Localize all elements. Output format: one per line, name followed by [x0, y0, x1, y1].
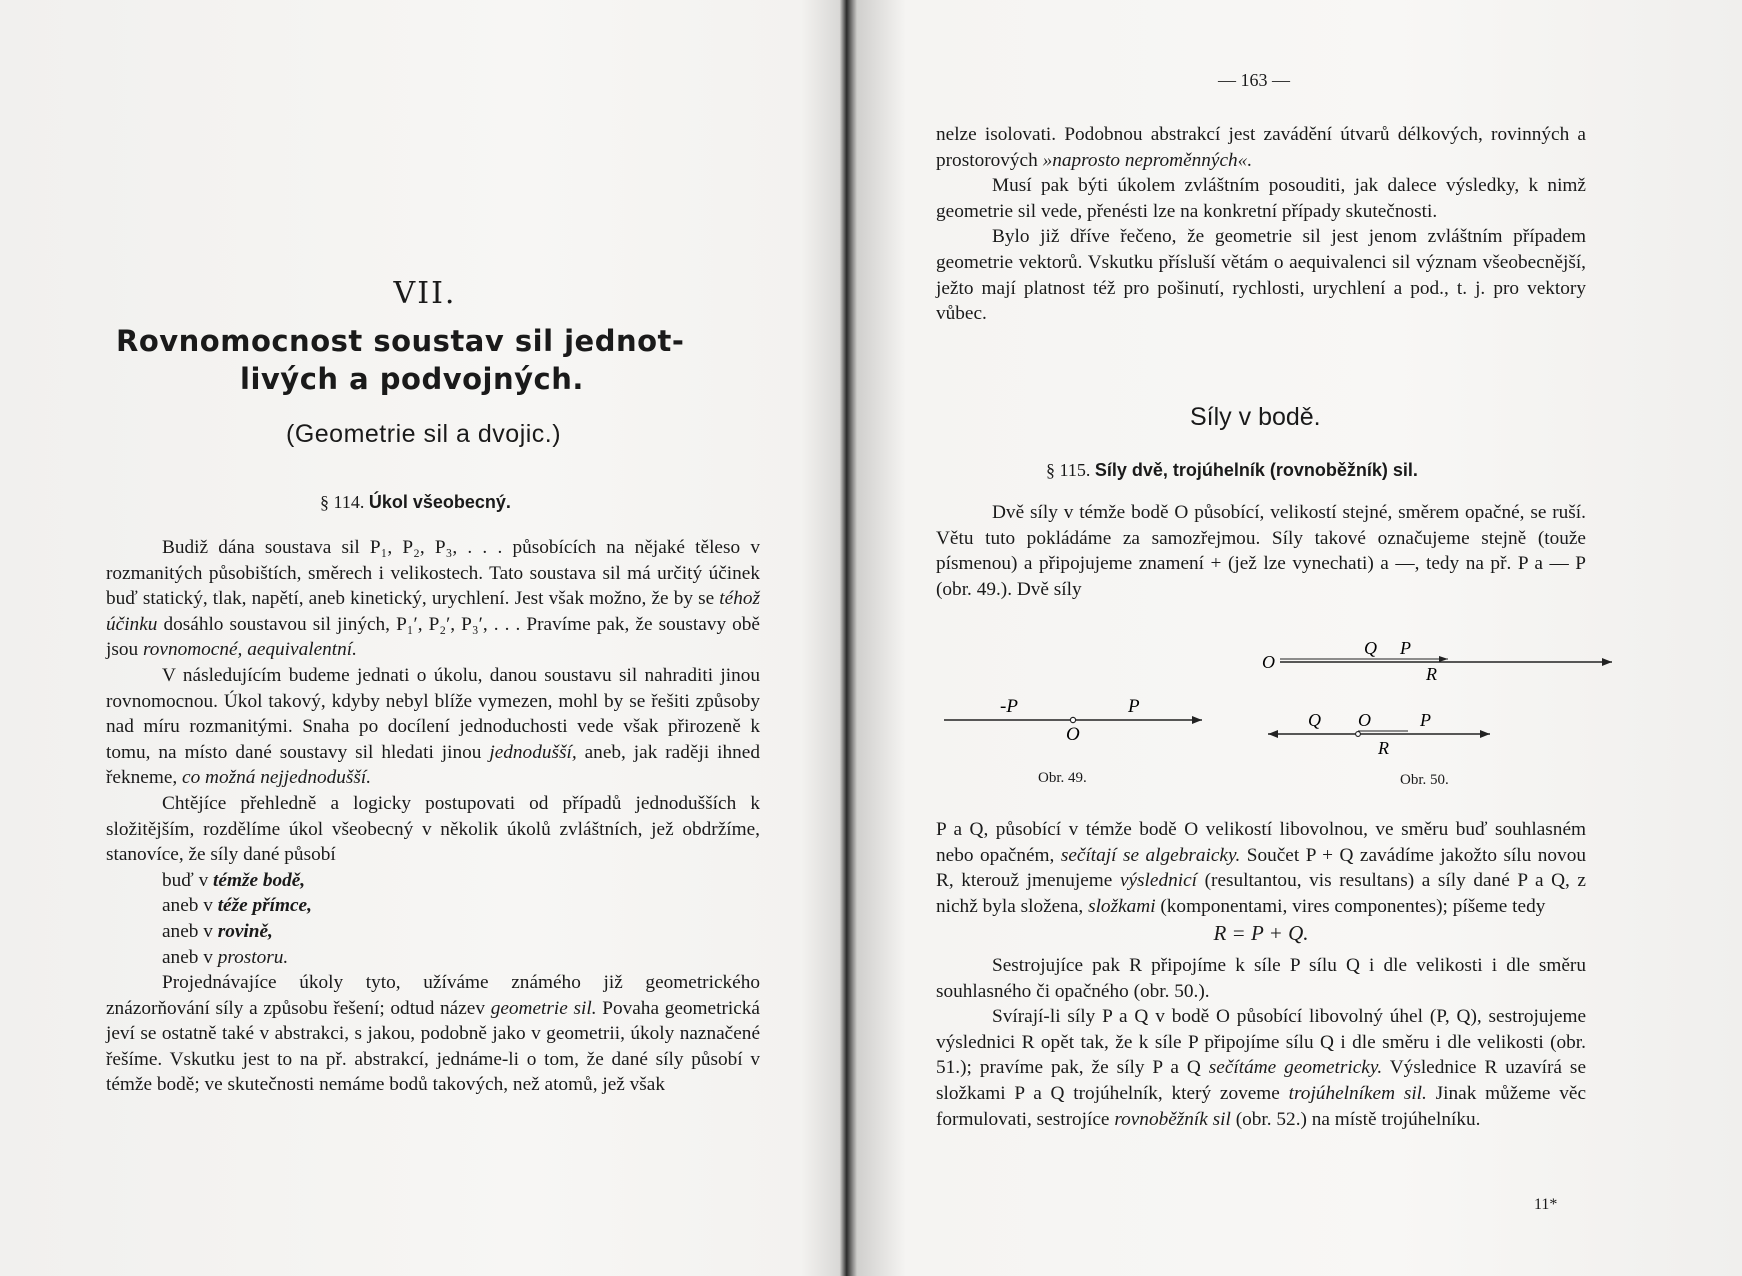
caption-49: Obr. 49.: [1038, 770, 1087, 786]
left-body-text: [106, 535, 760, 1098]
label-o: O: [1066, 724, 1080, 745]
paragraph: Projednávajíce úkoly tyto, užíváme známého již geometrického znázorňování síly a způsobu řešení; odtud název geometrie sil. Povaha geometrická jeví se ostatně také v abstrakci, s jakou, podobně jako v geometrii, úkoly naznačené řešíme. Vskutku jest to na př. abstrakcí, jednáme-li o tom, že dané síly působí v témže bodě; ve skutečnosti nemáme bodů takových, než atomů, jež však: [106, 972, 760, 1096]
label-neg-p: -P: [1000, 696, 1018, 717]
list-item: aneb v téže přímce,: [162, 895, 312, 917]
signature-mark: 11*: [1534, 1196, 1558, 1213]
list-item: buď v témže bodě,: [162, 869, 306, 891]
paragraph: Sestrojujíce pak R připojíme k síle P sílu Q i dle velikosti i dle směru souhlasného či opačného (obr. 50.).: [936, 954, 1586, 1002]
paragraph: P a Q, působící v témže bodě O velikostí libovolnou, ve směru buď souhlasném nebo opačném, sečítají se algebraicky. Součet P + Q zavádíme jakožto sílu novou R, kterouž jmenujeme výslednicí (resultantou, vis resultans) a síly dané P a Q, z nichž byla složena, složkami (komponentami, vires componentes); píšeme tedy: [936, 819, 1586, 917]
label-o: O: [1262, 652, 1275, 672]
paragraph: Chtějíce přehledně a logicky postupovati od případů jednodušších k složitějším, rozdělíme úkol všeobecný v několik úkolů zvláštních, jež obdržíme, stanovíce, že síly dané působí: [106, 792, 760, 866]
figure-50-diagram: [1260, 630, 1620, 760]
right-body-text-top: [936, 122, 1586, 327]
chapter-subtitle: (Geometrie sil a dvojic.): [286, 420, 562, 448]
paragraph: Musí pak býti úkolem zvláštním posouditi, jak dalece výsledky, k nimž geometrie sil vede, přenésti lze na konkretní případy skutečnosti.: [936, 175, 1586, 222]
arrowhead: [1439, 656, 1448, 662]
label-r: R: [1426, 664, 1437, 684]
point-o: [1070, 717, 1075, 722]
label-q: Q: [1364, 638, 1377, 658]
figure-49: [940, 690, 1210, 750]
formula: R = P + Q.: [1213, 921, 1309, 946]
arrowhead: [1602, 658, 1612, 666]
section-number: § 114.: [320, 492, 365, 512]
paragraph: Budiž dána soustava sil P₁, P₂, P₃, . . . působících na nějaké těleso v rozmanitých působištích, směrech i velikostech. Tato soustava sil má určitý účinek buď statický, tlak, napětí, aneb kinetický, urychlení. Jest však možno, že by se téhož účinku dosáhlo soustavou sil jiných, P₁′, P₂′, P₃′, . . . Pravíme pak, že soustavy obě jsou rovnomocné, aequivalentní.: [106, 537, 760, 661]
arrowhead-left: [1268, 730, 1278, 738]
chapter-number: VII.: [393, 276, 457, 311]
arrowhead-right: [1192, 716, 1202, 724]
list-item: aneb v prostoru.: [162, 946, 289, 968]
label-r: R: [1378, 738, 1389, 758]
left-page: [0, 0, 838, 1276]
paragraph: nelze isolovati. Podobnou abstrakcí jest zavádění útvarů délkových, rovinných a prostorových »naprosto neproměnných«.: [936, 124, 1586, 171]
section-title: Úkol všeobecný.: [368, 492, 511, 512]
label-q: Q: [1308, 710, 1321, 730]
chapter-title-line-1: Rovnomocnost soustav sil jednot-: [116, 324, 685, 358]
label-o: O: [1358, 710, 1371, 730]
section-heading-114: [320, 492, 511, 513]
list-item: aneb v rovině,: [162, 920, 273, 942]
chapter-title: [116, 322, 756, 398]
paragraph: Svírají-li síly P a Q v bodě O působící libovolný úhel (P, Q), sestrojujeme výslednici R opět tak, že k síle P připojíme sílu Q i dle směru i dle velikosti (obr. 51.); pravíme pak, že síly P a Q sečítáme geometricky. Výslednice R uzavírá se složkami P a Q trojúhelník, který zoveme trojúhelníkem sil. Jinak můžeme věc formulovati, sestrojíce rovnoběžník sil (obr. 52.) na místě trojúhelníku.: [936, 1006, 1587, 1130]
caption-50: Obr. 50.: [1400, 772, 1449, 788]
figure-49-diagram: [940, 690, 1210, 750]
label-p: P: [1400, 638, 1411, 658]
label-p: P: [1128, 696, 1140, 717]
figure-50: [1260, 630, 1620, 760]
arrowhead-right: [1480, 730, 1490, 738]
section-number: § 115.: [1046, 460, 1091, 480]
label-p: P: [1420, 710, 1431, 730]
subheading-sily-v-bode: Síly v bodě.: [1190, 403, 1321, 431]
page-number: — 163 —: [1218, 70, 1290, 90]
paragraph: Bylo již dříve řečeno, že geometrie sil jest jenom zvláštním případem geometrie vektorů. Vskutku přísluší větám o aequivalenci sil význam všeobecnější, ježto mají platnost též pro pošinutí, rychlosti, urychlení a pod., t. j. pro vektory vůbec.: [936, 226, 1586, 325]
paragraph: Dvě síly v témže bodě O působící, velikostí stejné, směrem opačné, se ruší. Větu tuto pokládáme za samozřejmou. Síly takové označujeme stejně (touže písmenou) a připojujeme znamení + (jež lze vynechati) a —, tedy na př. P a — P (obr. 49.). Dvě síly: [936, 502, 1586, 600]
paragraph: V následujícím budeme jednati o úkolu, danou soustavu sil nahraditi jinou rovnomocnou. Úkol takový, kdyby nebyl blíže vymezen, mohl by se řešiti způsoby nad míru rozmanitými. Snaha po docílení jednoduchosti vede však přirozeně k tomu, na místo dané soustavy sil hledati jinou jednodušší, aneb, jak raději ihned řekneme, co možná nejjednodušší.: [106, 664, 760, 789]
chapter-title-line-2: livých a podvojných.: [240, 362, 584, 396]
right-body-text-bottom: [936, 817, 1586, 1132]
case-list: [106, 868, 760, 970]
right-body-text-mid: [936, 500, 1586, 602]
point-o: [1356, 732, 1361, 737]
section-heading-115: [1046, 460, 1418, 481]
section-title: Síly dvě, trojúhelník (rovnoběžník) sil.: [1094, 460, 1418, 480]
